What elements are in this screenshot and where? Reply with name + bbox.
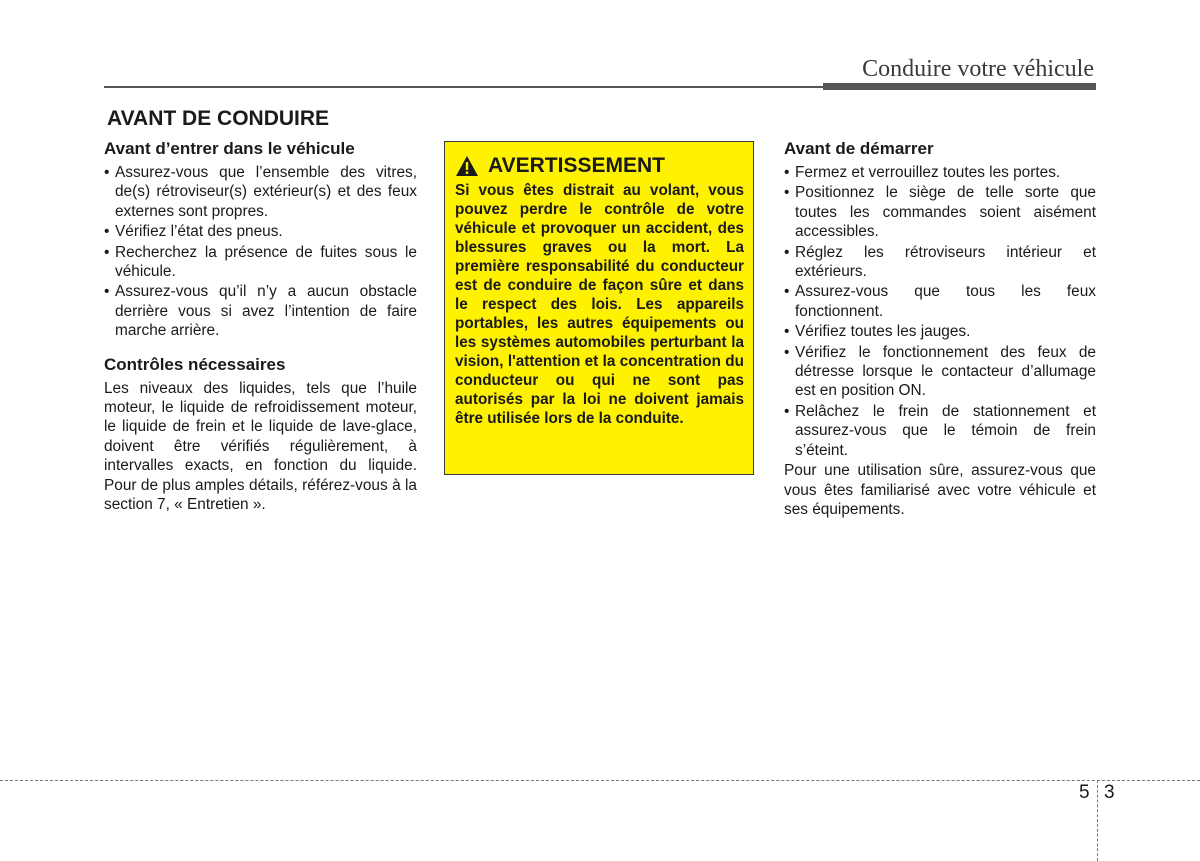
footer-rule (0, 780, 1200, 781)
chapter-number: 5 (1079, 782, 1090, 803)
warning-title: AVERTISSEMENT (488, 154, 665, 177)
section-title: AVANT DE CONDUIRE (107, 107, 330, 130)
list-item: • Relâchez le frein de stationnement et assurez-vous que le témoin de frein s’éteint. (784, 402, 1096, 460)
list-item: • Vérifiez le fonctionnement des feux de détresse lorsque le contacteur d’allumage est en position ON. (784, 343, 1096, 401)
page-header-title: Conduire votre véhicule (862, 56, 1094, 82)
list-item: • Fermez et verrouillez toutes les portes. (784, 163, 1096, 182)
warning-header (455, 154, 744, 178)
list-item: • Assurez-vous que tous les feux fonctionnent. (784, 282, 1096, 321)
list-item: • Assurez-vous qu’il n’y a aucun obstacle derrière vous si avez l’intention de faire marche arrière. (104, 282, 417, 340)
start-heading: Avant de démarrer (784, 139, 934, 158)
checks-heading: Contrôles nécessaires (104, 354, 286, 374)
closing-paragraph: Pour une utilisation sûre, assurez-vous que vous êtes familiarisé avec votre véhicule et ses équipements. (784, 462, 1096, 518)
list-item: • Positionnez le siège de telle sorte que toutes les commandes soient aisément accessibles. (784, 183, 1096, 241)
list-item: • Recherchez la présence de fuites sous le véhicule. (104, 243, 417, 282)
list-item: • Réglez les rétroviseurs intérieur et extérieurs. (784, 243, 1096, 282)
right-column (784, 138, 1096, 519)
start-checklist (784, 163, 1096, 460)
list-item: • Vérifiez l’état des pneus. (104, 222, 417, 241)
page-number-separator (1097, 780, 1098, 861)
list-item: • Assurez-vous que l’ensemble des vitres, de(s) rétroviseur(s) extérieur(s) et des feux externes sont propres. (104, 163, 417, 221)
list-item: • Vérifiez toutes les jauges. (784, 322, 1096, 341)
warning-triangle-icon (455, 155, 479, 177)
left-column (104, 138, 417, 515)
header-accent-bar (823, 83, 1096, 90)
page-number: 3 (1104, 782, 1115, 803)
entry-checklist (104, 163, 417, 341)
warning-box (444, 141, 754, 475)
warning-text: Si vous êtes distrait au volant, vous pouvez perdre le contrôle de votre véhicule et provoquer un accident, des blessures graves ou la mort. La première responsabilité du conducteur est de conduire de façon sûre et dans le respect des lois. Les appareils portables, les autres équipements ou les systèmes automobiles perturbant la vision, l'attention et la concentration du conducteur ou qui ne sont pas autorisés par la loi ne doivent jamais être utilisée lors de la conduite. (455, 182, 744, 427)
checks-paragraph: Les niveaux des liquides, tels que l’huile moteur, le liquide de refroidissement moteur, le liquide de frein et le liquide de lave-glace, doivent être vérifiés régulièrement, à intervalles exacts, en fonction du liquide. Pour de plus amples détails, référez-vous à la section 7, « Entretien ». (104, 379, 417, 514)
entry-heading: Avant d’entrer dans le véhicule (104, 139, 355, 158)
